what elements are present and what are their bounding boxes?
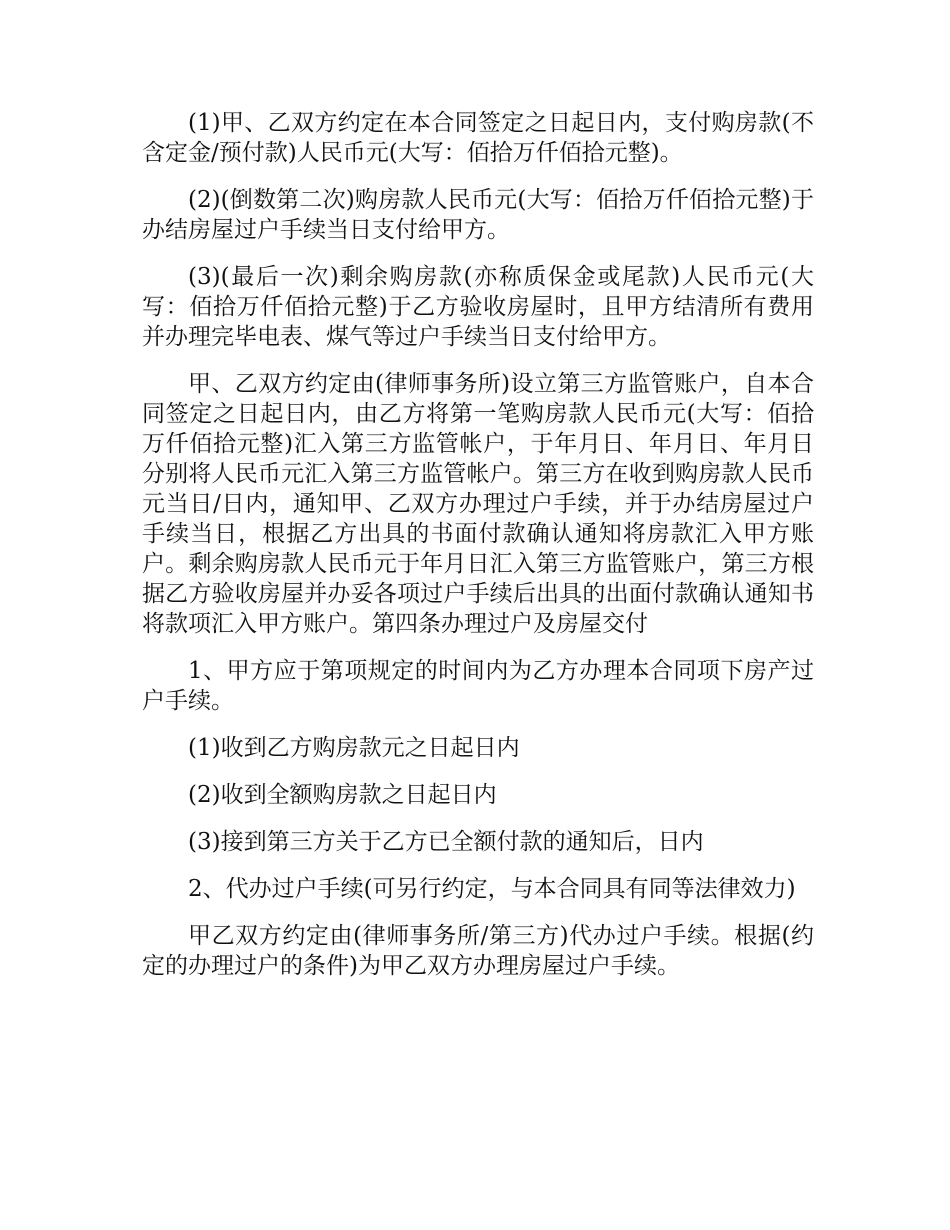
paragraph-payment-2: (2)(倒数第二次)购房款人民币元(大写：佰拾万仟佰拾元整)于办结房屋过户手续当日支付给甲方。	[142, 187, 814, 243]
paragraph-payment-1: (1)甲、乙双方约定在本合同签定之日起日内，支付购房款(不含定金/预付款)人民币元(大写：佰拾万仟佰拾元整)。	[142, 110, 814, 166]
paragraph-transfer-option-1: (1)收到乙方购房款元之日起日内	[188, 735, 520, 761]
paragraph-transfer-clause-1: 1、甲方应于第项规定的时间内为乙方办理本合同项下房产过户手续。	[142, 658, 814, 714]
paragraph-escrow-account: 甲、乙双方约定由(律师事务所)设立第三方监管账户，自本合同签定之日起日内，由乙方将第一笔购房款人民币元(大写：佰拾万仟佰拾元整)汇入第三方监管帐户，于年月日、年月日、年月日分别将人民币元汇入第三方监管帐户。第三方在收到购房款人民币元当日/日内，通知甲、乙双方办理过户手续，并于办结房屋过户手续当日，根据乙方出具的书面付款确认通知将房款汇入甲方账户。剩余购房款人民币元于年月日汇入第三方监管账户，第三方根据乙方验收房屋并办妥各项过户手续后出具的出面付款确认通知书将款项汇入甲方账户。第四条办理过户及房屋交付	[142, 371, 814, 637]
paragraph-agent-transfer: 甲乙双方约定由(律师事务所/第三方)代办过户手续。根据(约定的办理过户的条件)为甲乙双方办理房屋过户手续。	[142, 923, 814, 979]
paragraph-transfer-clause-2: 2、代办过户手续(可另行约定，与本合同具有同等法律效力)	[188, 876, 796, 902]
paragraph-transfer-option-2: (2)收到全额购房款之日起日内	[188, 782, 497, 808]
document-page	[142, 108, 814, 998]
paragraph-payment-3: (3)(最后一次)剩余购房款(亦称质保金或尾款)人民币元(大写：佰拾万仟佰拾元整)于乙方验收房屋时，且甲方结清所有费用并办理完毕电表、煤气等过户手续当日支付给甲方。	[142, 264, 814, 350]
paragraph-transfer-option-3: (3)接到第三方关于乙方已全额付款的通知后，日内	[188, 829, 704, 855]
